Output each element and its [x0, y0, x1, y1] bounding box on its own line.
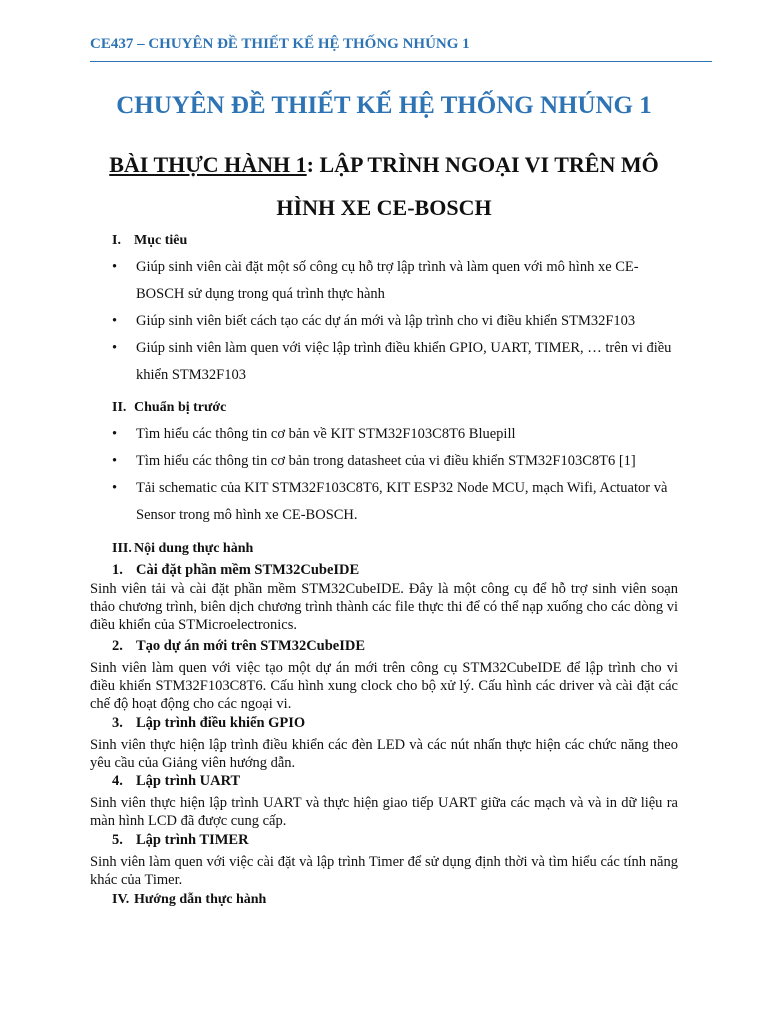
section-title: Mục tiêu	[134, 233, 188, 248]
running-header: CE437 – CHUYÊN ĐỀ THIẾT KẾ HỆ THỐNG NHÚNG 1	[90, 36, 470, 52]
section-number: III.	[112, 541, 132, 556]
list-item: • Giúp sinh viên biết cách tạo các dự án mới và lập trình cho vi điều khiển STM32F103	[112, 308, 678, 335]
section-objectives-heading	[112, 233, 187, 249]
header-divider	[90, 61, 712, 62]
bullet-icon: •	[112, 453, 118, 469]
section-content-heading	[112, 541, 253, 557]
paragraph: Sinh viên làm quen với việc tạo một dự án mới trên công cụ STM32CubeIDE để lập trình cho vi điều khiển STM32F103C8T6. Cấu hình xung clock cho bộ xử lý. Cấu hình các driver và cài đặt các chế độ hoạt động cho các ngoại vi.	[90, 660, 678, 712]
list-item: • Tải schematic của KIT STM32F103C8T6, KIT ESP32 Node MCU, mạch Wifi, Actuator và Sensor trong mô hình xe CE-BOSCH.	[112, 475, 678, 529]
section-title: Nội dung thực hành	[134, 541, 254, 556]
subsection-heading: 4. Lập trình UART	[112, 773, 241, 789]
lab-title-rest: : LẬP TRÌNH NGOẠI VI TRÊN MÔ HÌNH XE CE-BOSCH	[276, 152, 659, 220]
section-number: II.	[112, 400, 127, 415]
bullet-icon: •	[112, 313, 118, 329]
list-item: • Giúp sinh viên cài đặt một số công cụ hỗ trợ lập trình và làm quen với mô hình xe CE-BOSCH sử dụng trong quá trình thực hành	[112, 254, 678, 308]
section-guide-heading	[112, 892, 266, 908]
bullet-icon: •	[112, 259, 118, 275]
lab-title	[88, 143, 680, 229]
paragraph: Sinh viên thực hiện lập trình điều khiển các đèn LED và các nút nhấn thực hiện các chức năng theo yêu cầu của Giảng viên hướng dẫn.	[90, 737, 678, 771]
paragraph: Sinh viên làm quen với việc cài đặt và lập trình Timer để sử dụng định thời và tìm hiểu các tính năng khác của Timer.	[90, 854, 678, 888]
list-item: • Tìm hiểu các thông tin cơ bản về KIT STM32F103C8T6 Bluepill	[112, 421, 678, 448]
course-title: CHUYÊN ĐỀ THIẾT KẾ HỆ THỐNG NHÚNG 1	[116, 92, 652, 119]
lab-title-prefix: BÀI THỰC HÀNH 1	[109, 152, 307, 177]
subsection-heading: 2. Tạo dự án mới trên STM32CubeIDE	[112, 638, 366, 654]
section-preparation-heading	[112, 400, 226, 416]
subsection-heading: 1. Cài đặt phần mềm STM32CubeIDE	[112, 562, 360, 578]
section-title: Chuẩn bị trước	[134, 400, 227, 415]
paragraph: Sinh viên tải và cài đặt phần mềm STM32CubeIDE. Đây là một công cụ để hỗ trợ sinh viên soạn thảo chương trình, biên dịch chương trình thành các file thực thi để có thể nạp xuống cho các dòng vi điều khiển của STMicroelectronics.	[90, 581, 678, 633]
paragraph: Sinh viên thực hiện lập trình UART và thực hiện giao tiếp UART giữa các mạch và và in dữ liệu ra màn hình LCD đã được cung cấp.	[90, 795, 678, 829]
bullet-icon: •	[112, 426, 118, 442]
bullet-icon: •	[112, 340, 118, 356]
subsection-heading: 3. Lập trình điều khiển GPIO	[112, 715, 306, 731]
list-item: • Tìm hiểu các thông tin cơ bản trong datasheet của vi điều khiển STM32F103C8T6 [1]	[112, 448, 678, 475]
section-number: I.	[112, 233, 121, 248]
section-title: Hướng dẫn thực hành	[134, 892, 267, 907]
bullet-icon: •	[112, 480, 118, 496]
subsection-heading: 5. Lập trình TIMER	[112, 832, 249, 848]
list-item: • Giúp sinh viên làm quen với việc lập trình điều khiển GPIO, UART, TIMER, … trên vi điều khiển STM32F103	[112, 335, 678, 389]
section-number: IV.	[112, 892, 130, 907]
